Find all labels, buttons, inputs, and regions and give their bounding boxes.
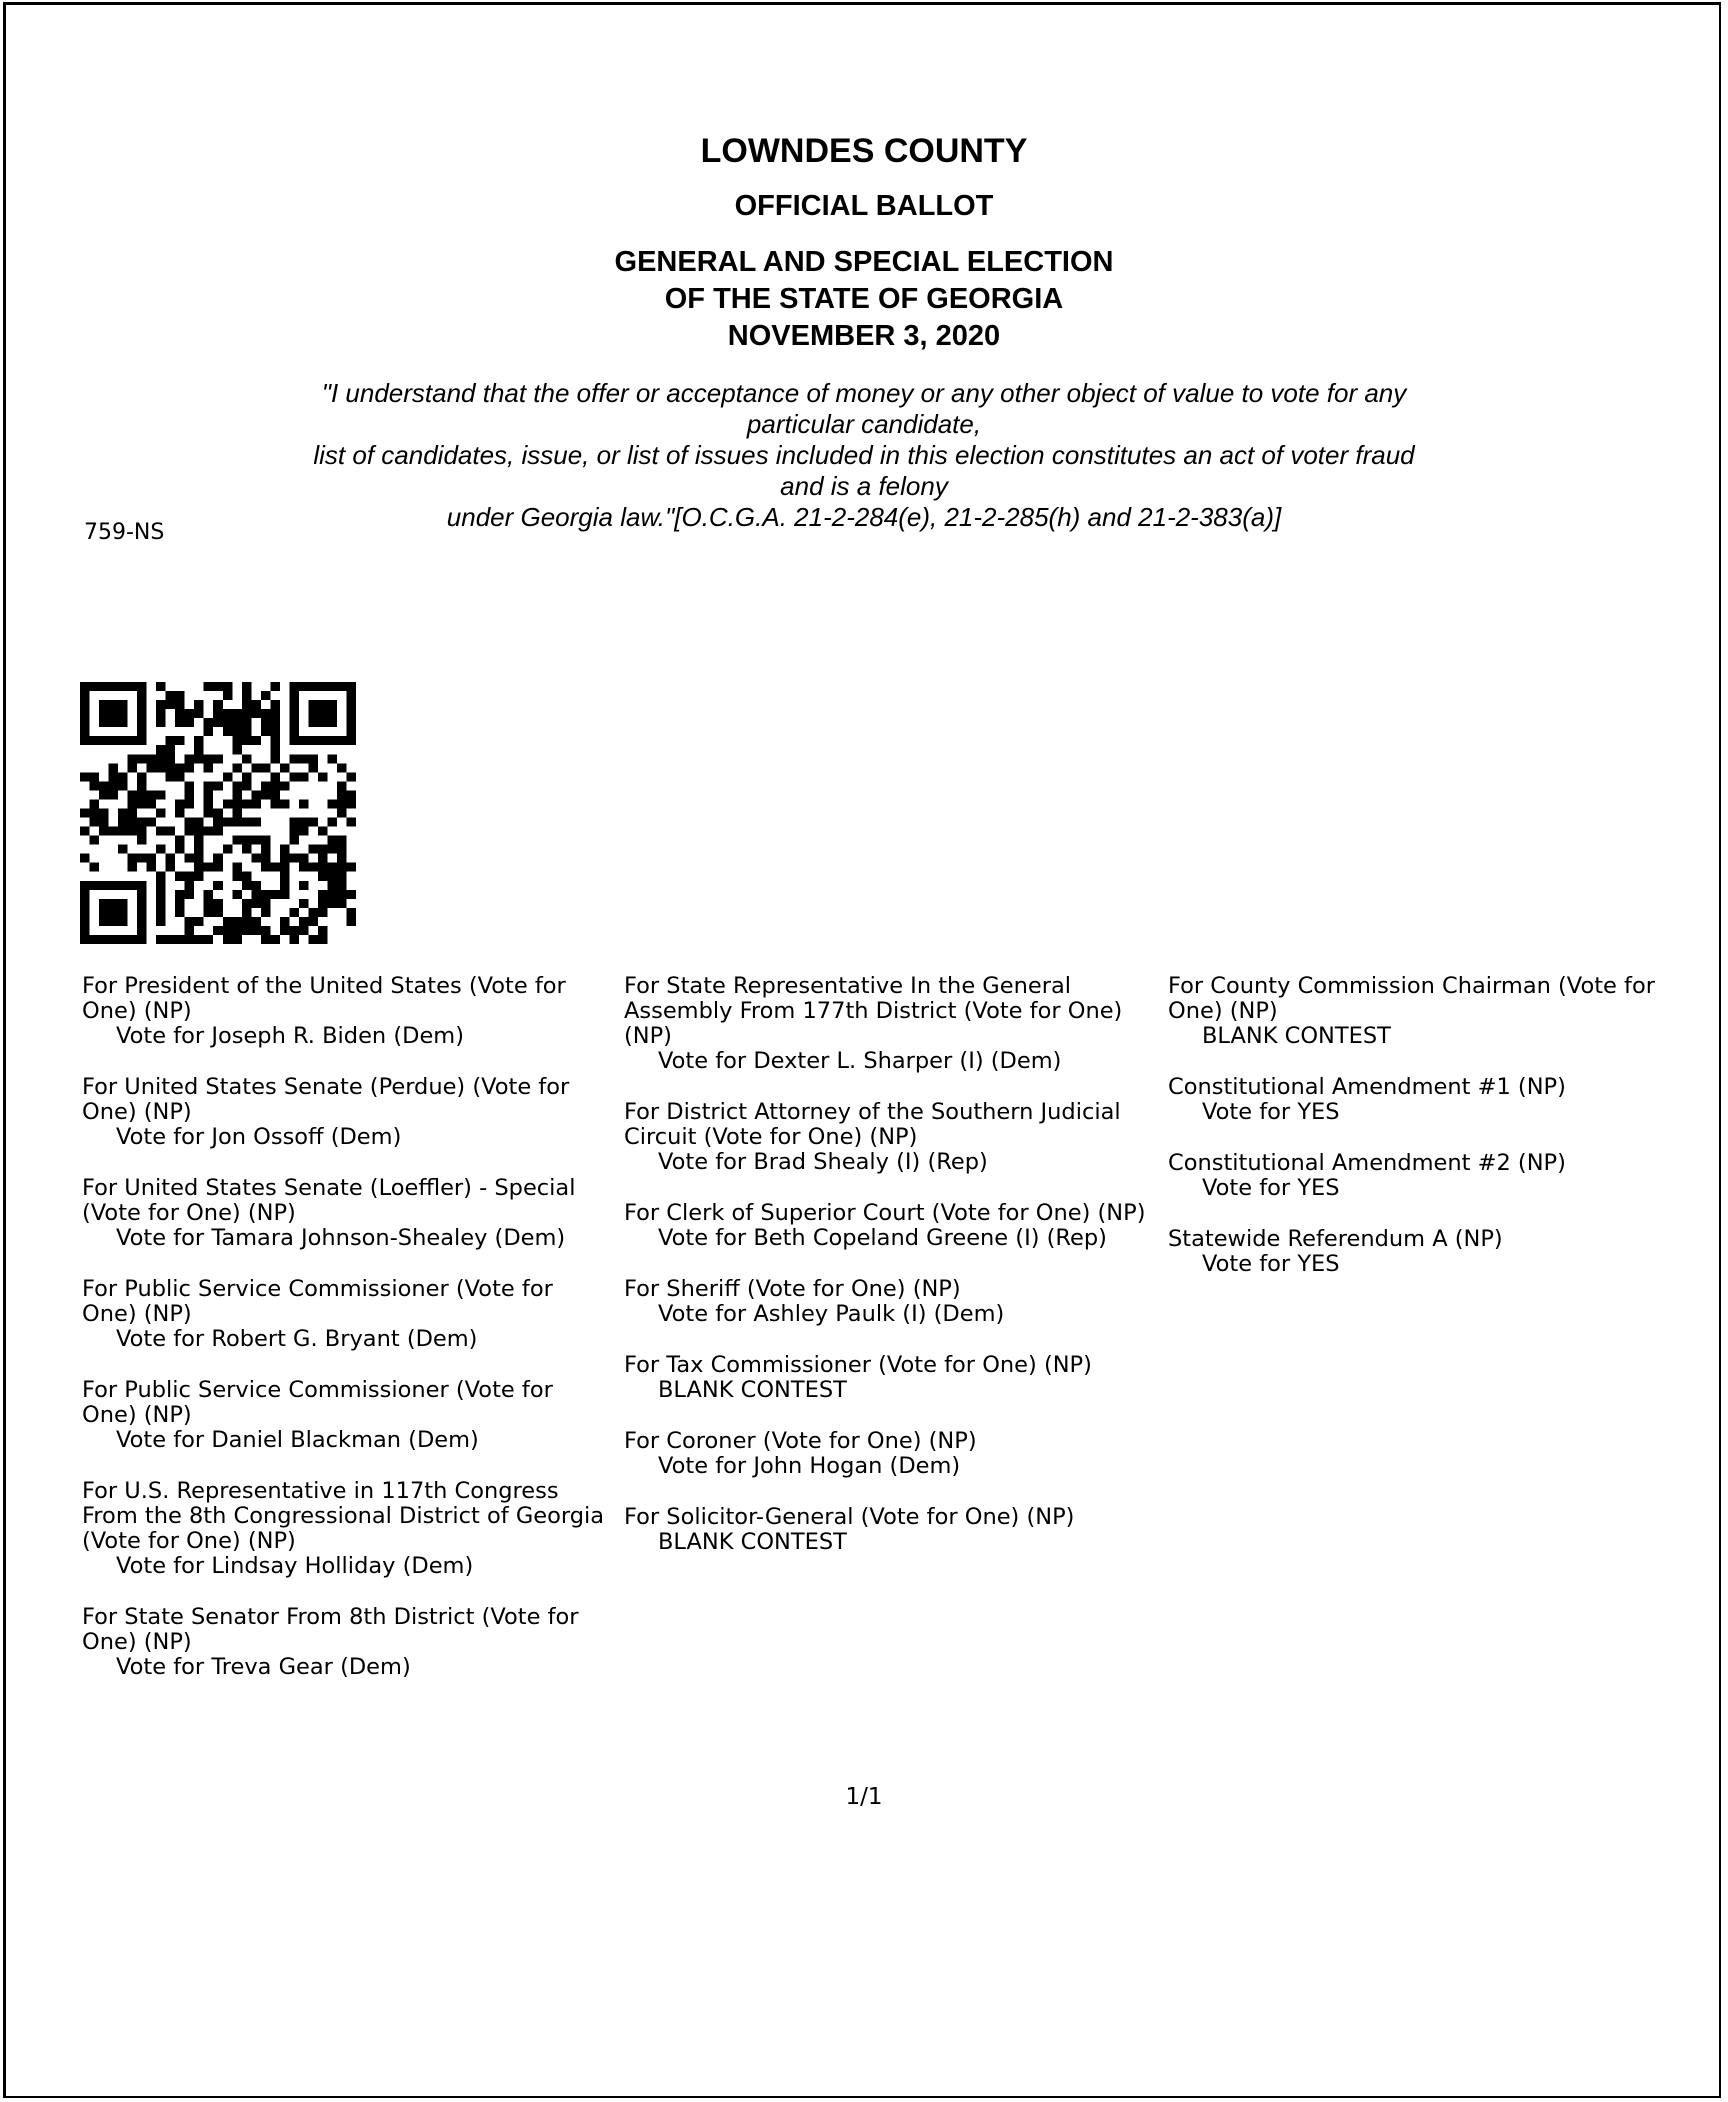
contest-item <box>1168 1075 1698 1125</box>
contest-item <box>624 1353 1164 1403</box>
election-line-1: GENERAL AND SPECIAL ELECTION <box>614 246 1114 278</box>
contest-item <box>82 1605 612 1680</box>
contest-selection: BLANK CONTEST <box>658 1377 847 1403</box>
contest-selection: Vote for Jon Ossoff (Dem) <box>116 1124 402 1150</box>
contest-selection: BLANK CONTEST <box>658 1529 847 1555</box>
contest-title: For Solicitor-General (Vote for One) (NP) <box>624 1504 1075 1530</box>
contest-title: For District Attorney of the Southern Judicial Circuit (Vote for One) (NP) <box>624 1099 1121 1150</box>
contest-selection: BLANK CONTEST <box>1202 1023 1391 1049</box>
contest-item <box>82 1479 612 1579</box>
oath-line-1: "I understand that the offer or acceptance of money or any other object of value to vote for any particular candidate, <box>321 378 1407 439</box>
contest-item <box>82 1378 612 1453</box>
contest-selection: Vote for Tamara Johnson-Shealey (Dem) <box>116 1225 566 1251</box>
contest-title: For Public Service Commissioner (Vote for One) (NP) <box>82 1276 553 1327</box>
contest-title: Constitutional Amendment #2 (NP) <box>1168 1150 1566 1176</box>
contest-title: For Tax Commissioner (Vote for One) (NP) <box>624 1352 1092 1378</box>
contest-selection: Vote for Lindsay Holliday (Dem) <box>116 1553 474 1579</box>
page-number: 1/1 <box>845 1784 883 1810</box>
contest-title: For U.S. Representative in 117th Congress From the 8th Congressional District of Georgia (Vote for One) (NP) <box>82 1478 605 1554</box>
contest-column-3 <box>1168 974 1698 1303</box>
contest-item <box>82 974 612 1049</box>
contest-item <box>1168 1151 1698 1201</box>
contest-item <box>1168 974 1698 1049</box>
contest-title: For Clerk of Superior Court (Vote for One) (NP) <box>624 1200 1146 1226</box>
contest-title: For Public Service Commissioner (Vote for One) (NP) <box>82 1377 553 1428</box>
election-line-2: OF THE STATE OF GEORGIA <box>664 283 1064 315</box>
contest-selection: Vote for Daniel Blackman (Dem) <box>116 1427 479 1453</box>
contest-item <box>82 1277 612 1352</box>
contest-item <box>624 1201 1164 1251</box>
contest-title: For Sheriff (Vote for One) (NP) <box>624 1276 961 1302</box>
contest-selection: Vote for YES <box>1202 1099 1340 1125</box>
contest-selection: Vote for Beth Copeland Greene (I) (Rep) <box>658 1225 1107 1251</box>
contest-title: For United States Senate (Loeffler) - Special (Vote for One) (NP) <box>82 1175 576 1226</box>
contest-item <box>1168 1227 1698 1277</box>
contest-selection: Vote for Brad Shealy (I) (Rep) <box>658 1149 988 1175</box>
oath-line-3: under Georgia law."[O.C.G.A. 21-2-284(e), 21-2-285(h) and 21-2-383(a)] <box>446 502 1282 532</box>
contest-title: For Coroner (Vote for One) (NP) <box>624 1428 977 1454</box>
qr-code-icon <box>80 682 356 944</box>
contest-item <box>624 974 1164 1074</box>
ballot-type-title: OFFICIAL BALLOT <box>734 190 994 222</box>
contest-title: For State Senator From 8th District (Vote for One) (NP) <box>82 1604 579 1655</box>
contest-item <box>624 1505 1164 1555</box>
election-date: NOVEMBER 3, 2020 <box>727 320 1001 352</box>
contest-title: For United States Senate (Perdue) (Vote for One) (NP) <box>82 1074 570 1125</box>
contest-item <box>624 1100 1164 1175</box>
contest-selection: Vote for John Hogan (Dem) <box>658 1453 961 1479</box>
ballot-style-id: 759-NS <box>84 520 165 545</box>
contest-title: Statewide Referendum A (NP) <box>1168 1226 1503 1252</box>
contest-selection: Vote for Dexter L. Sharper (I) (Dem) <box>658 1048 1062 1074</box>
contest-title: For County Commission Chairman (Vote for One) (NP) <box>1168 973 1655 1024</box>
contest-title: For President of the United States (Vote for One) (NP) <box>82 973 566 1024</box>
contest-column-1 <box>82 974 612 1706</box>
contest-item <box>624 1429 1164 1479</box>
contest-item <box>82 1075 612 1150</box>
contest-selection: Vote for YES <box>1202 1251 1340 1277</box>
county-title: LOWNDES COUNTY <box>700 132 1028 170</box>
election-title <box>0 244 1728 355</box>
contest-item <box>624 1277 1164 1327</box>
contest-column-2 <box>624 974 1164 1581</box>
contest-selection: Vote for YES <box>1202 1175 1340 1201</box>
contest-selection: Vote for Robert G. Bryant (Dem) <box>116 1326 478 1352</box>
contest-selection: Vote for Treva Gear (Dem) <box>116 1654 411 1680</box>
voter-fraud-oath <box>300 378 1428 533</box>
contest-selection: Vote for Ashley Paulk (I) (Dem) <box>658 1301 1005 1327</box>
oath-line-2: list of candidates, issue, or list of issues included in this election constitutes an act of voter fraud and is a felony <box>313 440 1415 501</box>
contest-title: Constitutional Amendment #1 (NP) <box>1168 1074 1566 1100</box>
contest-selection: Vote for Joseph R. Biden (Dem) <box>116 1023 464 1049</box>
contest-item <box>82 1176 612 1251</box>
contest-title: For State Representative In the General Assembly From 177th District (Vote for One) (NP) <box>624 973 1123 1049</box>
